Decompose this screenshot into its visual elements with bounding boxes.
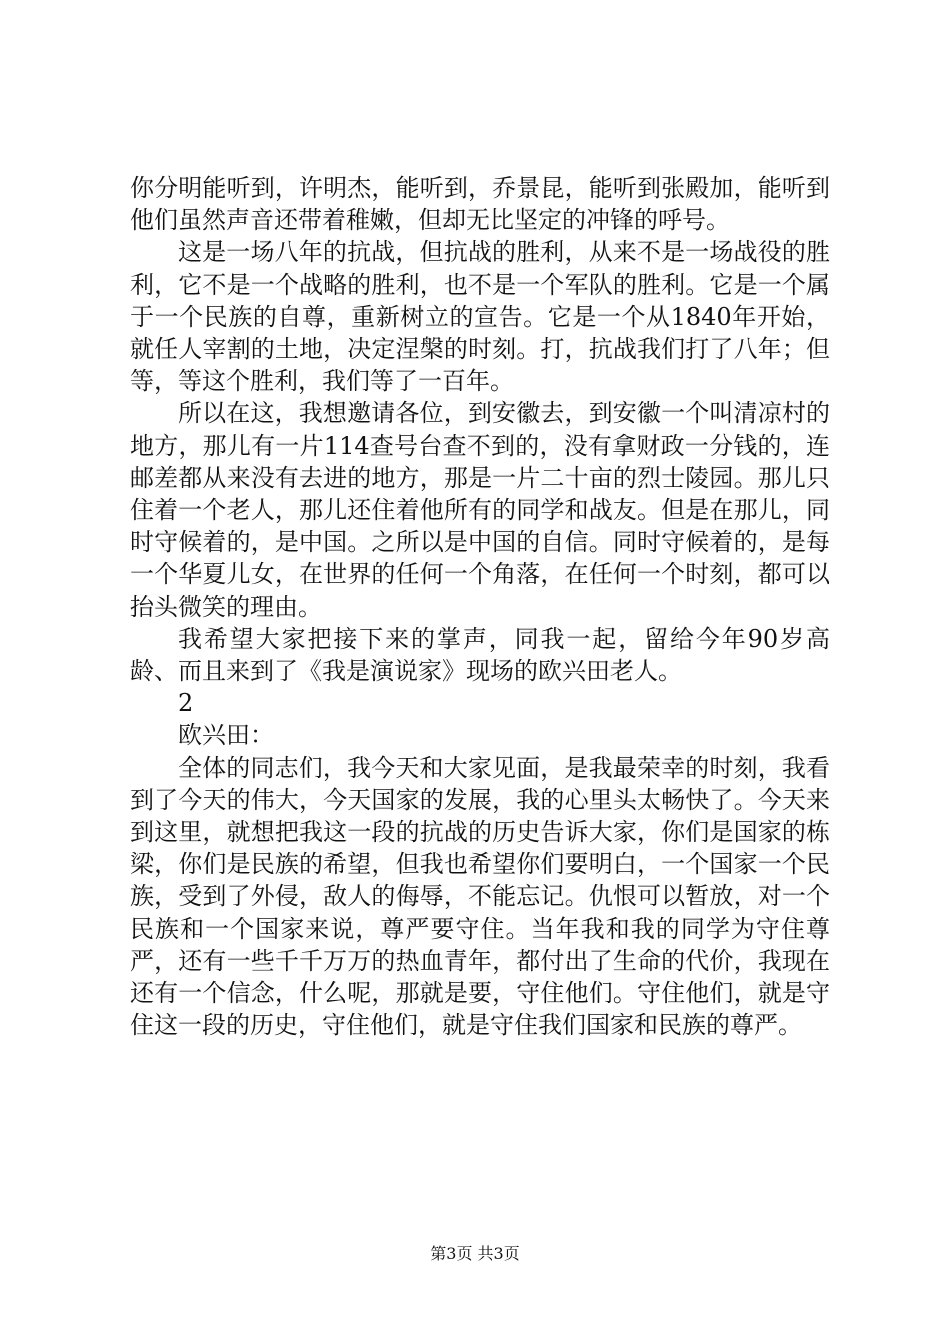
paragraph-cemetery: 所以在这，我想邀请各位，到安徽去，到安徽一个叫清凉村的地方，那儿有一片114查号台查不到的，没有拿财政一分钱的，连邮差都从来没有去进的地方，那是一片二十亩的烈士陵园。那儿只住着一个老人，那儿还住着他所有的同学和战友。但是在那儿，同时守候着的，是中国。之所以是中国的自信。同时守候着的，是每一个华夏儿女，在世界的任何一个角落，在任何一个时刻，都可以抬头微笑的理由。 [130, 399, 830, 621]
paragraph-victory: 这是一场八年的抗战，但抗战的胜利，从来不是一场战役的胜利，它不是一个战略的胜利，也不是一个军队的胜利。它是一个属于一个民族的自尊，重新树立的宣告。它是一个从1840年开始，就任人宰割的土地，决定涅槃的时刻。打，抗战我们打了八年；但等，等这个胜利，我们等了一百年。 [130, 238, 830, 396]
page-footer: 第3页 共3页 [430, 1244, 520, 1263]
paragraph-applause: 我希望大家把接下来的掌声，同我一起，留给今年90岁高龄、而且来到了《我是演说家》现场的欧兴田老人。 [130, 624, 830, 686]
document-body [130, 172, 830, 1041]
section-number: 2 [178, 689, 194, 718]
speaker-name: 欧兴田： [178, 721, 274, 750]
paragraph-speech: 全体的同志们，我今天和大家见面，是我最荣幸的时刻，我看到了今天的伟大，今天国家的发展，我的心里头太畅快了。今天来到这里，就想把我这一段的抗战的历史告诉大家，你们是国家的栋梁，你们是民族的希望，但我也希望你们要明白，一个国家一个民族，受到了外侵，敌人的侮辱，不能忘记。仇恨可以暂放，对一个民族和一个国家来说，尊严要守住。当年我和我的同学为守住尊严，还有一些千千万万的热血青年，都付出了生命的代价，我现在还有一个信念，什么呢，那就是要，守住他们。守住他们，就是守住这一段的历史，守住他们，就是守住我们国家和民族的尊严。 [130, 753, 830, 1040]
paragraph-continuation: 你分明能听到，许明杰，能听到，乔景昆，能听到张殿加，能听到他们虽然声音还带着稚嫩，但却无比坚定的冲锋的呼号。 [130, 174, 830, 235]
